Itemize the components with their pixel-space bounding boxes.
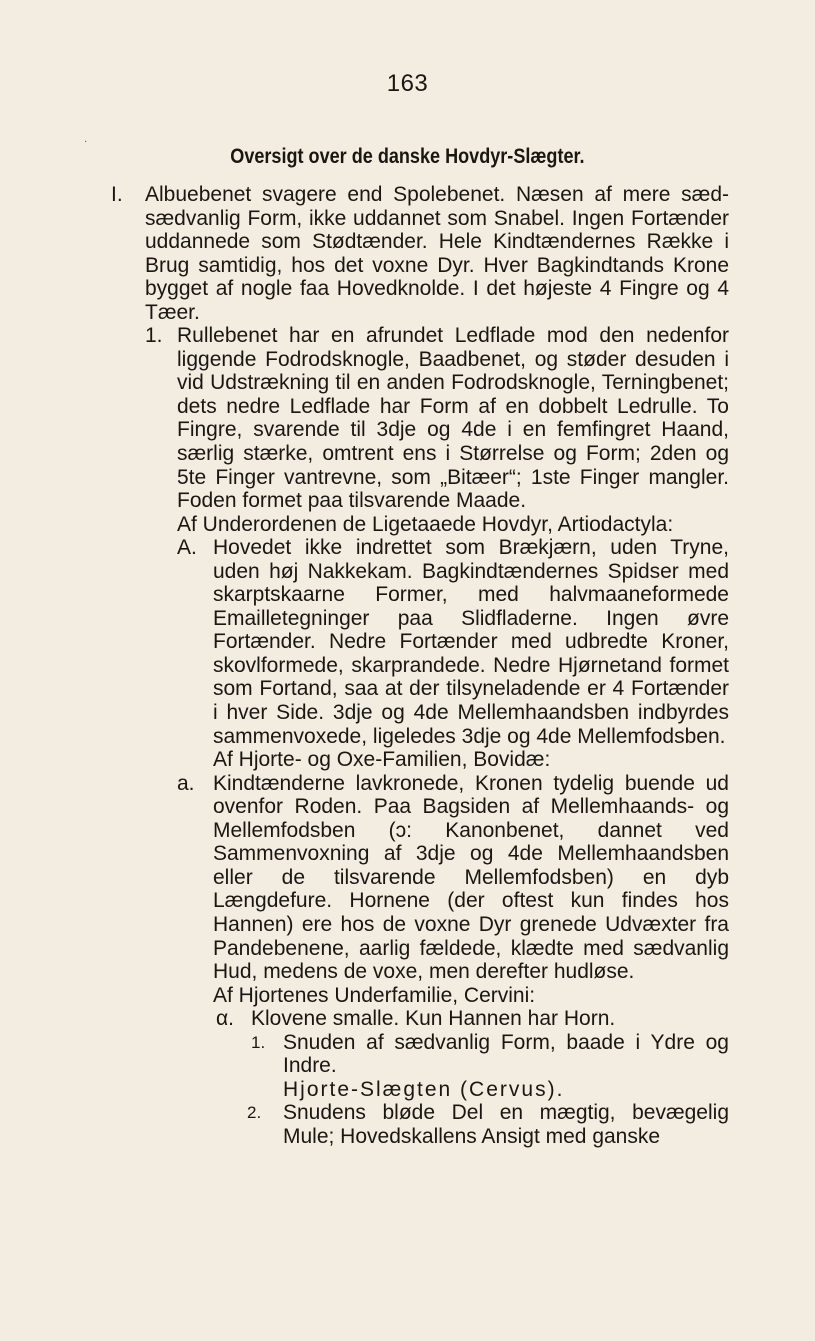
section-text: Af Underordenen de Ligetaaede Hovdyr, Artiodactyla:: [177, 512, 674, 536]
page-number: 163: [386, 70, 429, 97]
margin-mark: ·: [84, 137, 88, 148]
section-text: Af Hjortenes Underfamilie, Cervini:: [213, 983, 536, 1007]
section-text: Rullebenet har en afrundet Ledflade mod den nedenfor liggende Fodrodsknogle, Baadbenet, og støder desuden i vid Udstrækning til en anden Fodrodsknogle, Terningbenet; dets nedre Ledflade har Form af en dobbelt Ledrulle. To Fingre, svarende til 3dje og 4de i en femfingret Haand, særlig stærke, omtrent ens i Størrelse og Form; 2den og 5te Finger vantrevne, som „Bitæer“; 1ste Finger mangler. Foden formet paa tilsvarende Maade.: [177, 324, 729, 513]
section-text: Af Hjorte- og Oxe-Familien, Bovidæ:: [213, 748, 551, 772]
genus-name: [111, 1078, 729, 1102]
section-label: A.: [177, 536, 197, 560]
section-label: I.: [111, 183, 123, 206]
section-label: 2.: [247, 1103, 262, 1123]
section-text: Kindtænderne lavkronede, Kronen tydelig buende ud ovenfor Roden. Paa Bagsiden af Mellemhaands- og Mellemfodsben (ɔ: Kanonbenet, dannet ved Sammenvoxning af 3dje og 4de Mellemhaandsben eller de tilsvarende Mellemfodsben) en dyb Længdefure. Hornene (der oftest kun findes hos Hannen) ere hos de voxne Dyr grenede Udvæxter fra Pandebenene, aarlig fældede, klædte med sædvanlig Hud, medens de voxe, men derefter hudløse.: [213, 771, 729, 984]
section-alpha: [111, 1007, 729, 1031]
body-text: [111, 183, 729, 1148]
genus-1: [111, 1031, 729, 1078]
subfamily-heading: [111, 984, 729, 1008]
section-label: α.: [216, 1007, 234, 1031]
section-text: Snuden af sædvanlig Form, baade i Ydre og Indre.: [283, 1030, 729, 1078]
section-text: Klovene smalle. Kun Hannen har Horn.: [251, 1007, 616, 1031]
section-text: Albuebenet svagere end Spolebenet. Næsen af mere sæd-sædvanlig Form, ikke uddannet som Snabel. Ingen Fortænder uddannede som Stødtænder. Hele Kindtændernes Række i Brug samtidig, hos det voxne Dyr. Hver Bagkindtands Krone bygget af nogle faa Hovedknolde. I det højeste 4 Fingre og 4 Tæer.: [145, 183, 729, 324]
genus-2: [111, 1101, 729, 1148]
section-label: a.: [177, 771, 195, 795]
section-label: 1.: [145, 324, 163, 348]
section-label: 1.: [251, 1032, 266, 1052]
section-a: [111, 772, 729, 984]
page-title: Oversigt over de danske Hovdyr-Slægter.: [230, 145, 585, 168]
suborder-heading: [111, 513, 729, 537]
section-I: [111, 183, 729, 324]
section-1: [111, 324, 729, 512]
section-A: [111, 536, 729, 748]
section-text: Snudens bløde Del en mægtig, bevægelig Mule; Hovedskallens Ansigt med ganske: [283, 1101, 729, 1148]
family-heading: [111, 748, 729, 772]
genus-label: Hjorte-Slægten (Cervus).: [283, 1077, 565, 1101]
section-text: Hovedet ikke indrettet som Brækjærn, uden Tryne, uden høj Nakkekam. Bagkindtændernes Spidser med skarptskaarne Former, med halvmaaneformede Emailletegninger paa Slidfladerne. Ingen øvre Fortænder. Nedre Fortænder med udbredte Kroner, skovlformede, skarprandede. Nedre Hjørnetand formet som Fortand, saa at der tilsyneladende er 4 Fortænder i hver Side. 3dje og 4de Mellemhaandsben indbyrdes sammenvoxede, ligeledes 3dje og 4de Mellemfodsben.: [213, 536, 729, 748]
